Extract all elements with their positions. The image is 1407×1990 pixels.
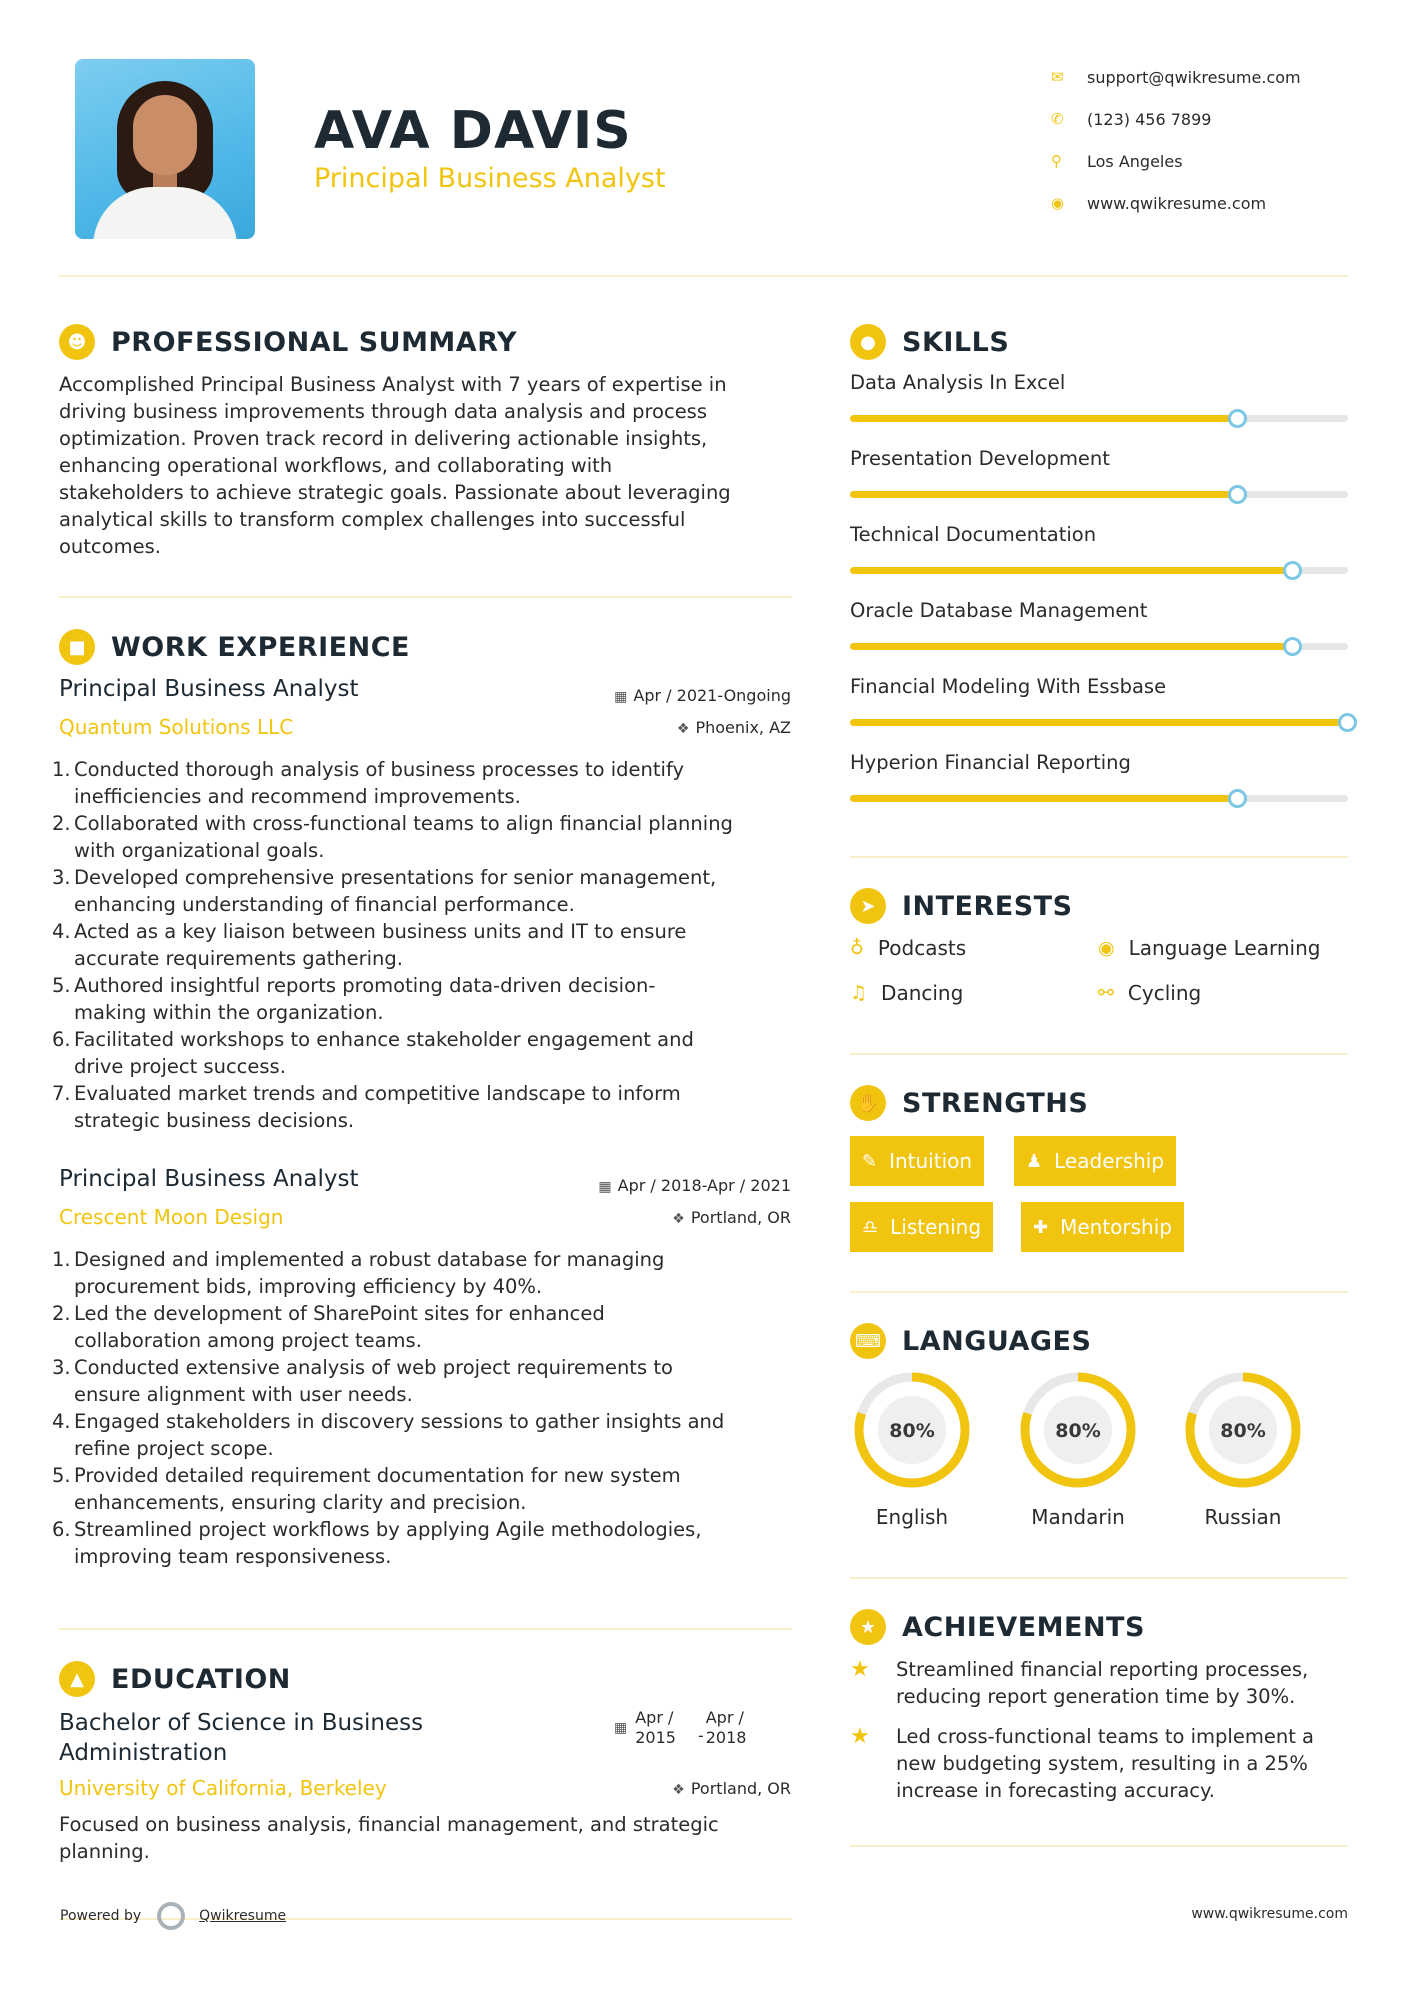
- strength-intuition: ✎ Intuition: [850, 1136, 984, 1186]
- globe-icon: ◉: [1098, 937, 1115, 959]
- skill-level-knob: [1228, 789, 1247, 808]
- envelope-icon: ✉: [1051, 68, 1064, 86]
- skill-level-knob: [1283, 637, 1302, 656]
- user-icon: ☻: [59, 324, 95, 360]
- list-item: 4. Acted as a key liaison between business units and IT to ensure accurate requirements gathering.: [52, 920, 687, 970]
- job-2-company: Crescent Moon Design: [59, 1205, 284, 1229]
- experience-divider: [59, 1628, 792, 1630]
- languages-divider: [850, 1577, 1348, 1579]
- profile-photo: [75, 59, 255, 239]
- interest-cycling: ⚯ Cycling: [1098, 981, 1202, 1005]
- job-2-location: ❖ Portland, OR: [672, 1208, 791, 1227]
- school-name: University of California, Berkeley: [59, 1776, 387, 1800]
- list-item: 1. Conducted thorough analysis of business processes to identify inefficiencies and recommend improvements.: [52, 758, 685, 808]
- language-label: English: [875, 1505, 949, 1529]
- users-icon: ♟: [1026, 1150, 1043, 1172]
- candidate-name: AVA DAVIS: [314, 101, 632, 161]
- skill-bar: [850, 795, 1348, 802]
- skills-heading: ● SKILLS: [850, 324, 1009, 360]
- language-label: Russian: [1204, 1505, 1282, 1529]
- magic-wand-icon: ✎: [862, 1150, 878, 1172]
- strengths-heading: ✋ STRENGTHS: [850, 1085, 1088, 1121]
- job-1-date: ▦ Apr / 2021-Ongoing: [614, 686, 791, 705]
- lightbulb-icon: ●: [850, 324, 886, 360]
- education-location: ❖ Portland, OR: [672, 1779, 791, 1798]
- microphone-icon: ♁: [850, 937, 864, 959]
- calendar-icon: ▦: [598, 1179, 612, 1195]
- list-item: 5. Provided detailed requirement documentation for new system enhancements, ensuring clarity and precision.: [52, 1464, 681, 1514]
- skill-bar: [850, 567, 1348, 574]
- list-item: 6. Streamlined project workflows by applying Agile methodologies, improving team responsiveness.: [52, 1518, 702, 1568]
- skill-label: Presentation Development: [850, 447, 1110, 470]
- headphones-icon: ♎: [862, 1216, 879, 1238]
- pushpin-icon: ❖: [672, 1211, 685, 1227]
- star-icon: ★: [850, 1657, 870, 1682]
- list-item: 2. Led the development of SharePoint sites for enhanced collaboration among project teams.: [52, 1302, 605, 1352]
- language-icon: ⌨: [850, 1323, 886, 1359]
- degree-title: Bachelor of Science in Business Administration: [59, 1710, 424, 1766]
- globe-icon: ◉: [1051, 194, 1065, 212]
- education-date: ▦ Apr / 2015 - Apr / 2018: [614, 1708, 747, 1747]
- achievements-divider: [850, 1845, 1348, 1847]
- skill-level-knob: [1338, 713, 1357, 732]
- language-percent: 80%: [1055, 1420, 1101, 1442]
- strength-leadership: ♟ Leadership: [1014, 1136, 1176, 1186]
- header-divider: [59, 275, 1348, 277]
- job-2-duties: [52, 1246, 802, 1570]
- user-plus-icon: ✚: [1033, 1216, 1049, 1238]
- achievement-item: ★ Led cross-functional teams to implement a new budgeting system, resulting in a 25% increase in forecasting accuracy.: [850, 1724, 1314, 1802]
- list-item: 2. Collaborated with cross-functional teams to align financial planning with organizational goals.: [52, 812, 733, 862]
- skill-label: Data Analysis In Excel: [850, 371, 1066, 394]
- contact-website[interactable]: ◉ www.qwikresume.com: [1051, 193, 1267, 213]
- language-percent: 80%: [1220, 1420, 1266, 1442]
- job-2-date: ▦ Apr / 2018-Apr / 2021: [598, 1176, 791, 1195]
- skill-bar: [850, 643, 1348, 650]
- list-item: 1. Designed and implemented a robust database for managing procurement bids, improving efficiency by 40%.: [52, 1248, 665, 1298]
- contact-phone[interactable]: ✆ (123) 456 7899: [1051, 109, 1212, 129]
- paper-plane-icon: ➤: [850, 888, 886, 924]
- strengths-divider: [850, 1291, 1348, 1293]
- skill-label: Hyperion Financial Reporting: [850, 751, 1131, 774]
- job-1-location: ❖ Phoenix, AZ: [676, 718, 791, 737]
- skill-bar: [850, 415, 1348, 422]
- language-label: Mandarin: [1031, 1505, 1125, 1529]
- summary-text: Accomplished Principal Business Analyst with 7 years of expertise in driving business improvements through data analysis and process optimization. Proven track record in delivering actionable insights, enhancing operational workflows, and collaborating with stakeholders to achieve strategic goals. Passionate about leveraging analytical skills to transform complex challenges into successful outcomes.: [59, 373, 731, 558]
- calendar-icon: ▦: [614, 689, 628, 705]
- pushpin-icon: ❖: [672, 1782, 685, 1798]
- contact-location: ⚲ Los Angeles: [1051, 151, 1183, 171]
- phone-icon: ✆: [1051, 110, 1064, 128]
- list-item: 4. Engaged stakeholders in discovery sessions to gather insights and refine project scope.: [52, 1410, 725, 1460]
- skill-bar: [850, 719, 1348, 726]
- skill-bar-fill: [850, 567, 1293, 574]
- skill-level-knob: [1228, 409, 1247, 428]
- contact-email[interactable]: ✉ support@qwikresume.com: [1051, 67, 1301, 87]
- job-1-duties: [52, 756, 802, 1134]
- list-item: 3. Conducted extensive analysis of web project requirements to ensure alignment with user needs.: [52, 1356, 673, 1406]
- languages-heading: ⌨ LANGUAGES: [850, 1323, 1091, 1359]
- bicycle-icon: ⚯: [1098, 982, 1114, 1004]
- job-1-title: Principal Business Analyst: [59, 676, 359, 702]
- star-icon: ★: [850, 1724, 870, 1749]
- education-description: Focused on business analysis, financial management, and strategic planning.: [59, 1813, 719, 1863]
- qwikresume-link[interactable]: Qwikresume: [199, 1908, 287, 1924]
- briefcase-icon: ■: [59, 629, 95, 665]
- qwikresume-logo-icon: [157, 1902, 185, 1930]
- interests-divider: [850, 1053, 1348, 1055]
- strength-listening: ♎ Listening: [850, 1202, 993, 1252]
- contact-list: [1051, 56, 1301, 224]
- skill-level-knob: [1228, 485, 1247, 504]
- calendar-icon: ▦: [614, 1720, 628, 1736]
- job-2-title: Principal Business Analyst: [59, 1166, 359, 1192]
- language-ring: [1181, 1368, 1305, 1492]
- achievement-item: ★ Streamlined financial reporting processes, reducing report generation time by 30%.: [850, 1657, 1309, 1708]
- interest-dancing: ♫ Dancing: [850, 981, 964, 1005]
- skill-label: Financial Modeling With Essbase: [850, 675, 1167, 698]
- skill-bar: [850, 491, 1348, 498]
- job-1-company: Quantum Solutions LLC: [59, 715, 294, 739]
- education-heading: ▲ EDUCATION: [59, 1661, 291, 1697]
- interest-language-learning: ◉ Language Learning: [1098, 936, 1321, 960]
- interest-podcasts: ♁ Podcasts: [850, 936, 967, 960]
- powered-by: Powered by Qwikresume: [60, 1902, 286, 1930]
- summary-divider: [59, 596, 792, 598]
- list-item: 7. Evaluated market trends and competitive landscape to inform strategic business decisions.: [52, 1082, 681, 1132]
- list-item: 6. Facilitated workshops to enhance stakeholder engagement and drive project success.: [52, 1028, 694, 1078]
- skill-bar-fill: [850, 491, 1238, 498]
- skill-bar-fill: [850, 795, 1238, 802]
- graduate-icon: ▲: [59, 1661, 95, 1697]
- language-percent: 80%: [889, 1420, 935, 1442]
- skill-label: Oracle Database Management: [850, 599, 1148, 622]
- fist-icon: ✋: [850, 1085, 886, 1121]
- interests-heading: ➤ INTERESTS: [850, 888, 1073, 924]
- language-ring: [1016, 1368, 1140, 1492]
- skill-bar-fill: [850, 643, 1293, 650]
- skill-bar-fill: [850, 415, 1238, 422]
- achievements-heading: ★ ACHIEVEMENTS: [850, 1609, 1145, 1645]
- star-icon: ★: [850, 1609, 886, 1645]
- skills-divider: [850, 856, 1348, 858]
- footer-website-link[interactable]: www.qwikresume.com: [1191, 1906, 1348, 1922]
- skill-label: Technical Documentation: [850, 523, 1097, 546]
- strength-mentorship: ✚ Mentorship: [1021, 1202, 1184, 1252]
- experience-heading: ■ WORK EXPERIENCE: [59, 629, 410, 665]
- language-ring: [850, 1368, 974, 1492]
- skill-bar-fill: [850, 719, 1348, 726]
- skill-level-knob: [1283, 561, 1302, 580]
- summary-heading: ☻ PROFESSIONAL SUMMARY: [59, 324, 517, 360]
- map-pin-icon: ⚲: [1051, 152, 1062, 170]
- list-item: 3. Developed comprehensive presentations for senior management, enhancing understanding of financial performance.: [52, 866, 717, 916]
- music-note-icon: ♫: [850, 982, 868, 1004]
- list-item: 5. Authored insightful reports promoting data-driven decision- making within the organization.: [52, 974, 656, 1024]
- candidate-role: Principal Business Analyst: [314, 163, 666, 194]
- pushpin-icon: ❖: [676, 721, 690, 737]
